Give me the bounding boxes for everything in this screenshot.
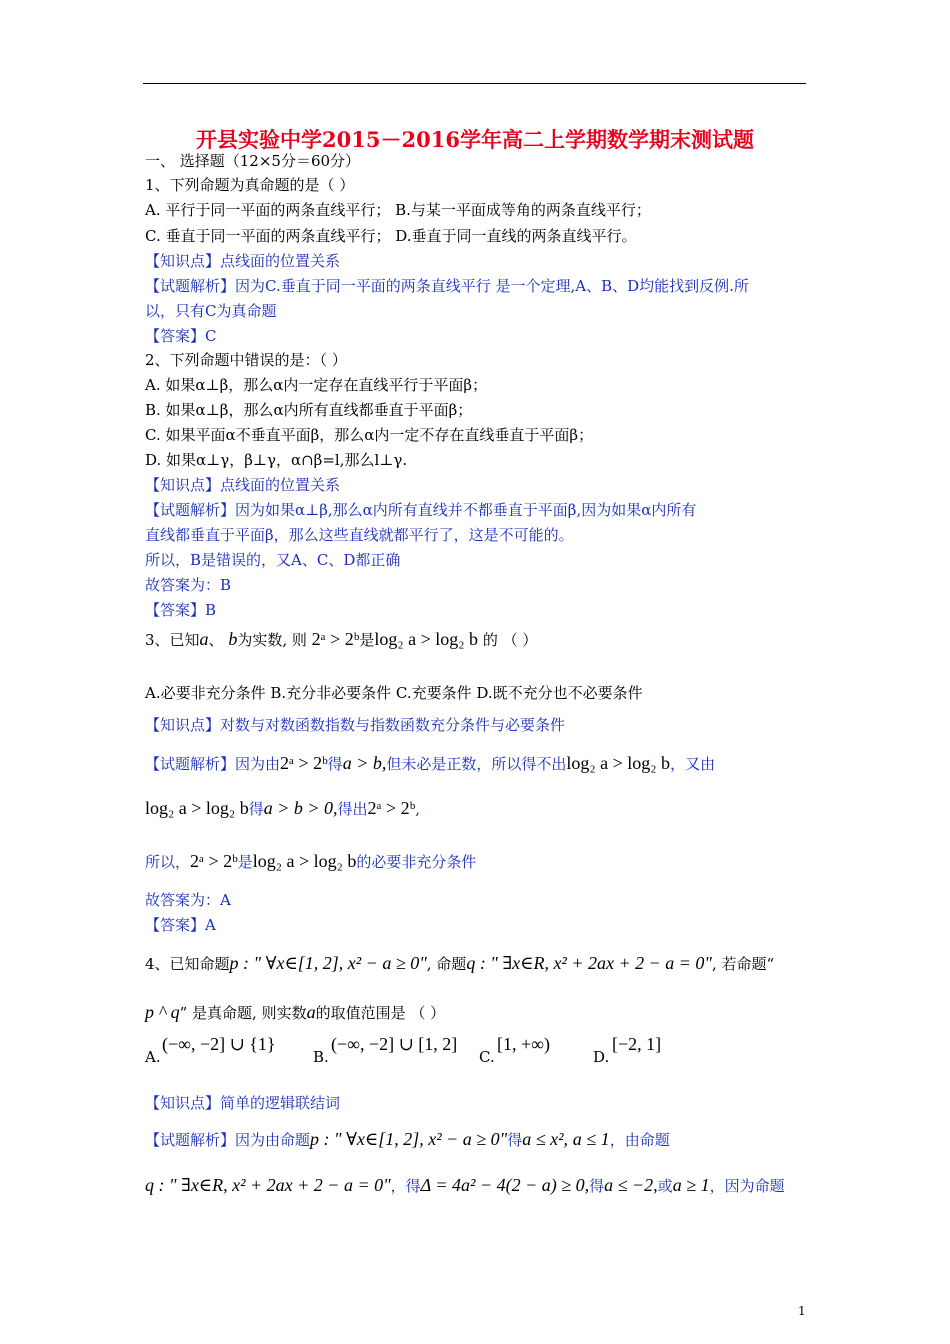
q4-p-and-q: p ^ q [145,1002,180,1022]
q3-stem [145,630,537,648]
q2-option-c: C. 如果平面α不垂直平面β，那么α内一定不存在直线垂直于平面β； [145,426,594,444]
q3-conclusion: 故答案为：A [145,891,231,909]
q4-option-b: (−∞, −2] ∪ [1, 2] [331,1034,458,1054]
q4-option-b-label: B. [313,1048,329,1066]
q2-stem: 2、下列命题中错误的是：（ ） [145,351,347,369]
q3-a2-get: 得 [248,800,264,818]
q4-analysis-line1 [145,1130,670,1148]
q3-stem-sep: 、 [208,631,224,649]
q3-a1-math1: 2ᵃ > 2ᵇ [280,753,328,773]
q2-analysis-line2: 直线都垂直于平面β，那么这些直线就都平行了，这是不可能的。 [145,526,574,544]
q3-stem-is: 是 [359,631,375,649]
q4-a2-math3: a ≤ −2, [604,1175,658,1195]
q3-a3-math2: log₂ a > log₂ b [252,851,357,871]
q4-option-c: [1, +∞) [497,1034,550,1054]
page-title: 开县实验中学2015－2016学年高二上学期数学期末测试题 [196,127,754,152]
q2-conclusion: 故答案为：B [145,576,232,594]
q3-var-a: a [199,629,209,649]
q4-a2-end: ，因为命题 [709,1177,785,1195]
q1-stem: 1、下列命题为真命题的是（ ） [145,176,355,194]
q4-option-c-label: C. [479,1048,495,1066]
q3-a2-math3: 2ᵃ > 2ᵇ [367,798,416,818]
q1-analysis-line2: 以，只有C为真命题 [145,302,277,320]
q4-a2-math1: q : " ∃x∈R, x² + 2ax + 2 − a = 0" [145,1175,391,1195]
q3-a2-math1: log₂ a > log₂ b [145,798,249,818]
q1-knowledge: 【知识点】点线面的位置关系 [145,252,341,270]
q3-options: A.必要非充分条件 B.充分非必要条件 C.充要条件 D.既不充分也不必要条件 [145,684,643,702]
q3-stem-mid: 为实数, 则 [237,631,307,649]
q4-a2-or: 或 [657,1177,673,1195]
q4-option-d-label: D. [593,1048,610,1066]
q3-a1-math2: a > b, [342,753,387,773]
q4-option-d: [−2, 1] [612,1034,662,1054]
q2-option-b: B. 如果α⊥β，那么α内所有直线都垂直于平面β； [145,401,473,419]
page-number: 1 [798,1304,806,1318]
q4-a1-get: 得 [507,1131,523,1149]
q3-a1-mid: 但未必是正数，所以得不出 [386,755,567,773]
q3-a3-text: 所以， [145,853,191,871]
q4-line2-text: ” 是真命题, 则实数 [179,1004,307,1022]
q2-knowledge: 【知识点】点线面的位置关系 [145,476,341,494]
q3-a3-math1: 2ᵃ > 2ᵇ [190,851,238,871]
q4-line2-end: 的取值范围是 （ ） [315,1004,446,1022]
q4-a2-math4: a ≥ 1 [672,1175,710,1195]
q2-analysis-line1: 【试题解析】因为如果α⊥β,那么α内所有直线并不都垂直于平面β,因为如果α内所有 [145,501,697,519]
q4-a1-math2: a ≤ x², [522,1129,569,1149]
q3-a1-get: 得 [327,755,343,773]
q3-condition-log: log₂ a > log₂ b [374,629,479,649]
q2-analysis-line3: 所以，B是错误的，又A、C、D都正确 [145,551,401,569]
q2-answer: 【答案】B [145,601,217,619]
q3-analysis-line1 [145,754,715,772]
section-heading: 一、 选择题（12×5分＝60分） [145,152,361,170]
q3-stem-end: 的 （ ） [482,631,538,649]
q4-stem-end: , 若命题“ [711,955,775,973]
q1-options-ab: A. 平行于同一平面的两条直线平行； B.与某一平面成等角的两条直线平行； [145,201,651,219]
q3-a3-end: 的必要非充分条件 [356,853,477,871]
q4-knowledge: 【知识点】简单的逻辑联结词 [145,1094,341,1112]
q3-a1-math3: log₂ a > log₂ b [566,753,671,773]
q4-analysis-line2 [145,1176,785,1194]
q3-answer: 【答案】A [145,916,216,934]
q4-a2-get: ，得 [390,1177,421,1195]
q4-stem-prefix: 4、已知命题 [145,955,230,973]
q4-stem [145,954,774,972]
q3-a2-end: , [415,800,420,818]
q4-a1-text: 【试题解析】因为由命题 [145,1131,311,1149]
q4-a2-math2: Δ = 4a² − 4(2 − a) ≥ 0, [420,1175,590,1195]
q4-var-a: a [306,1002,316,1022]
q1-options-cd: C. 垂直于同一平面的两条直线平行； D.垂直于同一直线的两条直线平行。 [145,227,637,245]
q3-analysis-line2 [145,799,420,817]
q1-analysis-line1: 【试题解析】因为C.垂直于同一平面的两条直线平行 是一个定理,A、B、D均能找到反例.所 [145,277,749,295]
q4-option-a: (−∞, −2] ∪ {1} [162,1034,276,1054]
q2-option-a: A. 如果α⊥β，那么α内一定存在直线平行于平面β； [145,376,488,394]
q3-a2-mid: 得出 [337,800,368,818]
q3-var-b: b [228,629,238,649]
q3-a1-end: ，又由 [670,755,716,773]
q3-stem-prefix: 3、已知 [145,631,200,649]
q4-a1-math3: a ≤ 1 [572,1129,610,1149]
q3-knowledge: 【知识点】对数与对数函数指数与指数函数充分条件与必要条件 [145,716,566,734]
q4-a1-end: ，由命题 [609,1131,670,1149]
q3-a1-text: 【试题解析】因为由 [145,755,281,773]
q4-a1-math1: p : " ∀x∈[1, 2], x² − a ≥ 0" [310,1129,508,1149]
q4-stem-line2 [145,1003,445,1021]
q4-proposition-q: q : " ∃x∈R, x² + 2ax + 2 − a = 0" [466,953,712,973]
header-rule [143,83,806,84]
q4-option-a-label: A. [145,1048,161,1066]
q4-a2-get2: 得 [589,1177,605,1195]
q1-answer: 【答案】C [145,327,217,345]
q2-option-d: D. 如果α⊥γ，β⊥γ，α∩β=l,那么l⊥γ. [145,451,408,469]
q4-proposition-p: p : " ∀x∈[1, 2], x² − a ≥ 0" [229,953,427,973]
q3-a2-math2: a > b > 0, [263,798,338,818]
q3-analysis-line3 [145,852,476,870]
q4-stem-mid: , 命题 [426,955,467,973]
q3-condition-exp: 2ᵃ > 2ᵇ [311,629,360,649]
q3-a3-is: 是 [237,853,253,871]
